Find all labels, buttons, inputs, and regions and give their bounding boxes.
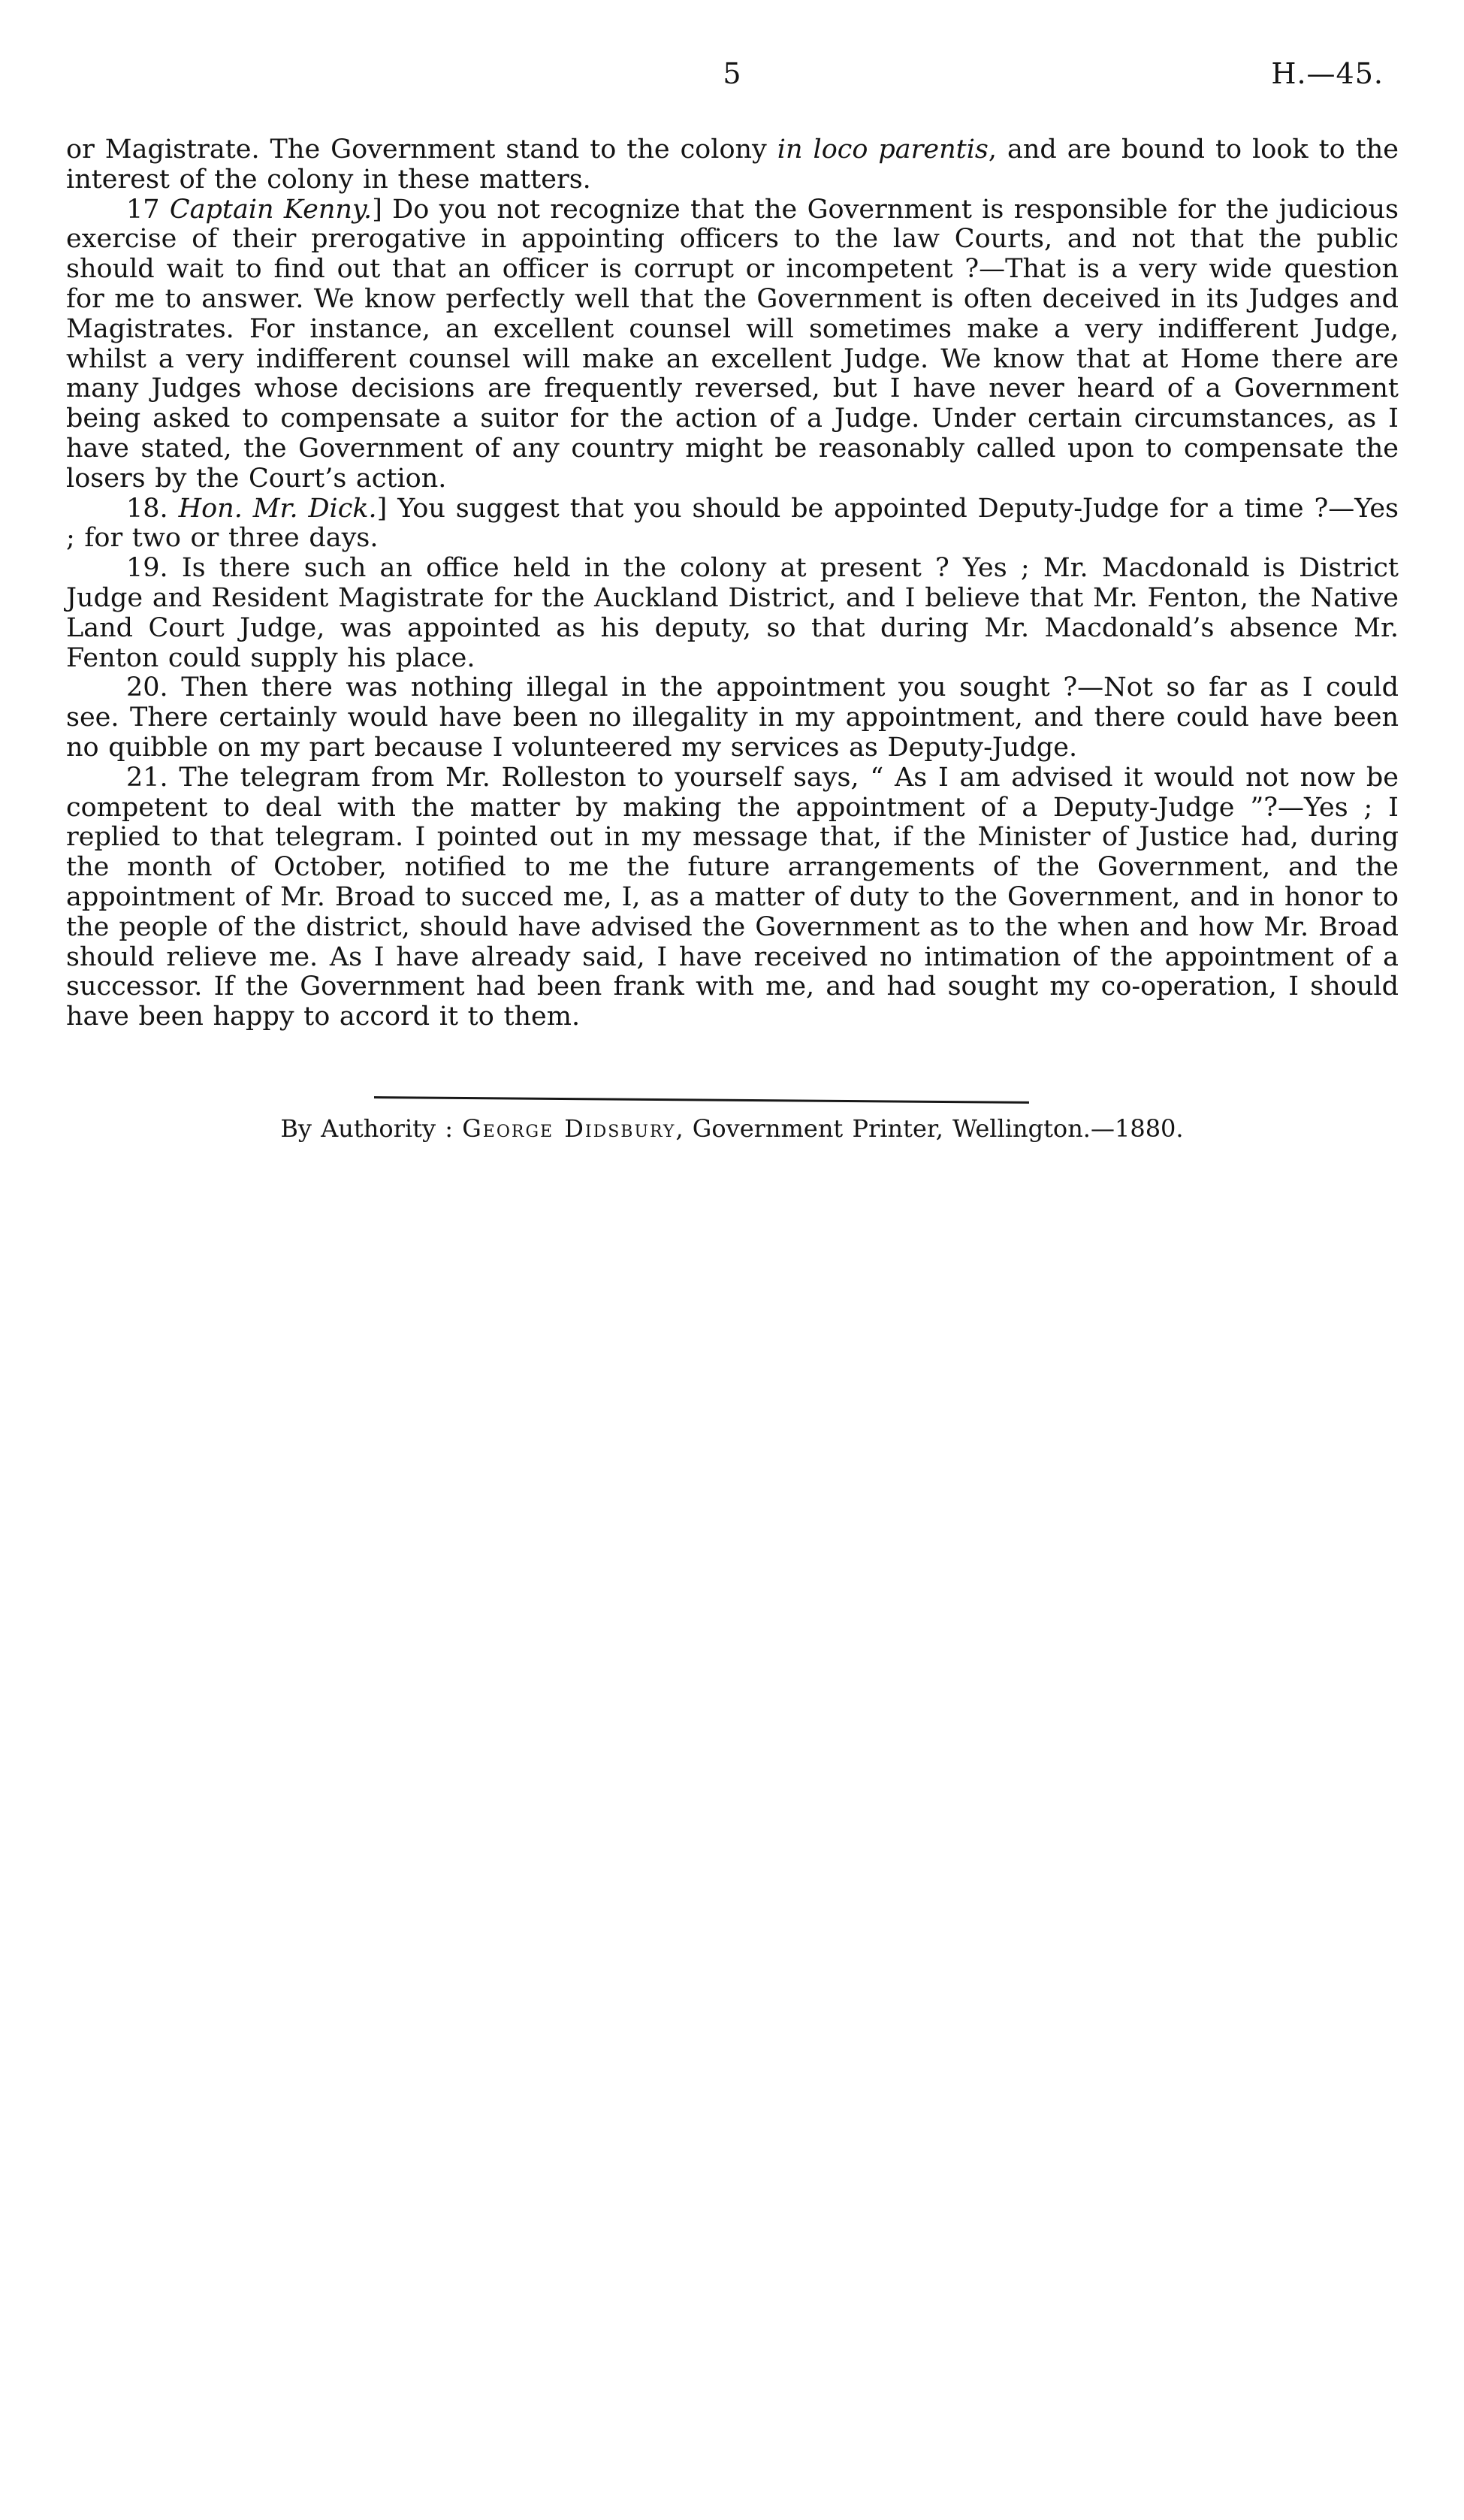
imprint-suffix: , Government Printer, Wellington.—1880. (675, 1114, 1184, 1143)
text-run: 19. Is there such an office held in the colony at present ? Yes ; Mr. Macdonald is District Judge and Resident Magistrate for the Auckland District, and I believe that Mr. Fenton, the Native Land Court Judge, was appointed as his deputy, so that during Mr. Macdonald’s absence Mr. Fenton could supply his place. (66, 553, 1399, 673)
paragraph (66, 554, 1399, 673)
imprint-prefix: By Authority : (280, 1114, 463, 1143)
text-run: ] You suggest that you should be appointed Deputy-Judge for a time ?—Yes ; for two or three days. (66, 493, 1399, 554)
document-body (66, 135, 1399, 1032)
text-run: 20. Then there was nothing illegal in the appointment you sought ?—Not so far as I could see. There certainly would have been no illegality in my appointment, and there could have been no quibble on my part because I volunteered my services as Deputy-Judge. (66, 672, 1399, 763)
page-number: 5 (723, 57, 741, 90)
text-run: 17 (126, 194, 170, 225)
paragraph (66, 673, 1399, 763)
italic-text: Hon. Mr. Dick. (178, 493, 377, 524)
text-run: , and are bound to look to the interest of the colony in these matters. (66, 134, 1399, 195)
document-reference: H.—45. (1271, 57, 1384, 90)
footer-rule (374, 1096, 1029, 1104)
paragraph (66, 494, 1399, 554)
running-head (0, 59, 1464, 95)
text-run: or Magistrate. The Government stand to the colony (66, 134, 777, 165)
text-run: 21. The telegram from Mr. Rolleston to yourself says, “ As I am advised it would not now be competent to deal with the matter by making the appointment of a Deputy-Judge ”?—Yes ; I replied to that telegram. I pointed out in my message that, if the Minister of Justice had, during the month of October, notified to me the future arrangements of the Government, and the appointment of Mr. Broad to succed me, I, as a matter of duty to the Government, and in honor to the people of the district, should have advised the Government as to the when and how Mr. Broad should relieve me. As I have already said, I have received no intimation of the appointment of a successor. If the Government had been frank with me, and had sought my co-operation, I should have been happy to accord it to them. (66, 762, 1399, 1032)
italic-text: Captain Kenny. (169, 194, 373, 225)
printer-name: George Didsbury (462, 1114, 676, 1143)
text-run: 18. (126, 493, 179, 524)
paragraph (66, 763, 1399, 1032)
italic-text: in loco parentis (777, 134, 989, 165)
imprint-line (0, 1113, 1464, 1144)
text-run: ] Do you not recognize that the Government is responsible for the judicious exercise of their prerogative in appointing officers to the law Courts, and not that the public should wait to find out that an officer is corrupt or incompetent ?—That is a very wide question for me to answer. We know perfectly well that the Government is often deceived in its Judges and Magistrates. For instance, an excellent counsel will sometimes make a very indifferent Judge, whilst a very indifferent counsel will make an excellent Judge. We know that at Home there are many Judges whose decisions are frequently reversed, but I have never heard of a Government being asked to compensate a suitor for the action of a Judge. Under certain circumstances, as I have stated, the Government of any country might be reasonably called upon to compensate the losers by the Court’s action. (66, 194, 1399, 494)
paragraph (66, 195, 1399, 494)
paragraph (66, 135, 1399, 195)
